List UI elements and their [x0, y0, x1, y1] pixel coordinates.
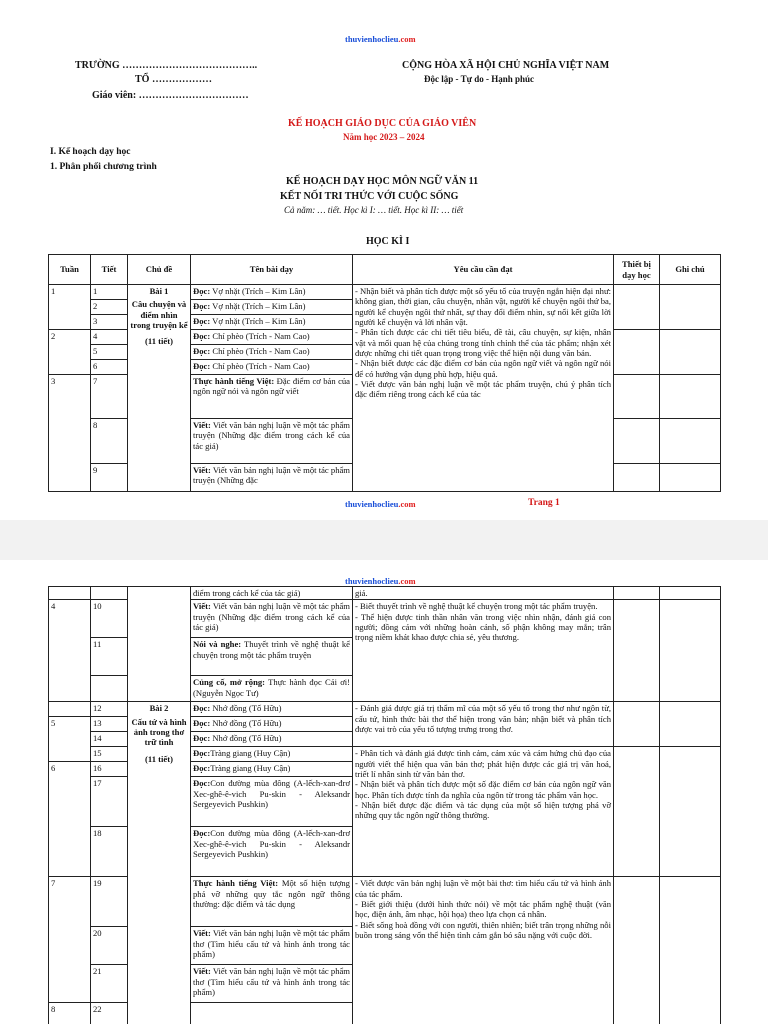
- col-header-ten-bai: Tên bài dạy: [191, 255, 353, 285]
- period-cell: 20: [91, 927, 128, 965]
- lesson-title-cell: Viết: Viết văn bản nghị luận về một tác phẩm truyện (Những đặc điểm trong cách kể của tác giả): [191, 419, 353, 464]
- plan-table-page-1: [48, 254, 721, 492]
- equipment-cell: [614, 375, 660, 419]
- period-cell: 17: [91, 777, 128, 827]
- plan-title: KẾ HOẠCH DẠY HỌC MÔN NGỮ VĂN 11: [286, 176, 479, 187]
- requirements-cell: - Biết thuyết trình về nghệ thuật kể chuyện trong một tác phẩm truyện. - Thể hiện được tinh thần nhân văn trong việc nhìn nhận, đánh giá con người; đồng cảm với những hoàn cảnh, số phận không may mắn; trân trọng niềm khát khao được chia sẻ, yêu thương.: [353, 600, 614, 702]
- page-gap: [0, 520, 768, 560]
- lesson-title-cell: Viết: Viết văn bản nghị luận về một tác phẩm truyện (Những đặc điểm trong cách kể của tác giả): [191, 600, 353, 638]
- lesson-hours: (11 tiết): [145, 753, 173, 764]
- lesson-title-cell: Đọc:Con đường mùa đông (A-lếch-xan-đrơ Xec-ghê-ê-vich Pu-skin - Aleksandr Sergeyevich Pushkin): [191, 827, 353, 877]
- week-cell: 1: [49, 285, 91, 330]
- period-cell: 13: [91, 717, 128, 732]
- period-cell: 5: [91, 345, 128, 360]
- lesson-title-cell: Đọc: Chí phèo (Trích - Nam Cao): [191, 360, 353, 375]
- period-cell: 11: [91, 638, 128, 676]
- period-cell: 22: [91, 1003, 128, 1024]
- lesson-hours: (11 tiết): [145, 336, 173, 347]
- table-row: [49, 702, 721, 717]
- requirements-cell: giả.: [353, 587, 614, 600]
- giao-vien-line: Giáo viên: ……………………………: [92, 90, 249, 101]
- col-header-thiet-bi: Thiết bị dạy học: [614, 255, 660, 285]
- subsection-heading: 1. Phân phối chương trình: [50, 162, 157, 172]
- col-header-ghi-chu: Ghi chú: [660, 255, 721, 285]
- plan-hours: Cả năm: … tiết. Học kì I: … tiết. Học kì II: … tiết: [284, 205, 464, 215]
- section-heading: I. Kế hoạch dạy học: [50, 147, 131, 157]
- col-header-yeu-cau: Yêu cầu cần đạt: [353, 255, 614, 285]
- col-header-tiet: Tiết: [91, 255, 128, 285]
- requirements-cell: - Phân tích và đánh giá được tình cảm, cảm xúc và cảm hứng chủ đạo của người viết thể hiện qua văn bản thơ; phát hiện được các giá trị văn hoá, triết lí nhân sinh từ văn bản thơ. - Nhận biết và phân tích được một số đặc điểm cơ bản của ngôn ngữ văn học. Phân tích được tính đa nghĩa của ngôn từ trong tác phẩm văn học. - Nhận biết được đặc điểm và tác dụng của một số hiện tượng phá vỡ những quy tắc ngôn ngữ thông thường.: [353, 747, 614, 877]
- lesson-number: Bài 1: [149, 286, 169, 296]
- lesson-title-cell: Đọc: Chí phèo (Trích - Nam Cao): [191, 330, 353, 345]
- lesson-title-cell: Thực hành tiếng Việt: Đặc điểm cơ bản của ngôn ngữ nói và ngôn ngữ viết: [191, 375, 353, 419]
- period-cell: 19: [91, 877, 128, 927]
- week-cell: 2: [49, 330, 91, 375]
- note-cell: [660, 464, 721, 492]
- period-cell: 21: [91, 965, 128, 1003]
- motto: Độc lập - Tự do - Hạnh phúc: [424, 74, 535, 84]
- note-cell: [660, 600, 721, 702]
- lesson-name: Câu chuyện và điểm nhìn trong truyện kể: [130, 299, 188, 330]
- table-header-row: [49, 255, 721, 285]
- period-cell: 4: [91, 330, 128, 345]
- requirements-cell: - Viết được văn bản nghị luận về một bài thơ: tìm hiểu cấu tứ và hình ảnh của tác phẩm. - Biết giới thiệu (dưới hình thức nói) về một tác phẩm nghệ thuật (văn học, điện ảnh, âm nhạc, hội họa) theo lựa chọn cá nhân. - Biết sống hoà đồng với con người, thiên nhiên; biết trân trọng những nỗi buồn trong sáng vốn thể hiện tình cảm gắn bó sâu nặng với cuộc đời.: [353, 877, 614, 1024]
- week-cell: 7: [49, 877, 91, 1003]
- period-cell: 18: [91, 827, 128, 877]
- equipment-cell: [614, 419, 660, 464]
- week-cell: 8: [49, 1003, 91, 1024]
- requirements-cell: - Đánh giá được giá trị thẩm mĩ của một số yếu tố trong thơ như ngôn từ, cấu tứ, hình thức bài thơ thể hiện trong văn bản; nhận biết và phân tích được vai trò của yếu tố tượng trưng trong thơ.: [353, 702, 614, 747]
- site-footer: thuvienhoclieu.com: [345, 499, 416, 509]
- lesson-title-cell: điểm trong cách kể của tác giả): [191, 587, 353, 600]
- period-cell: [91, 587, 128, 600]
- period-cell: 16: [91, 762, 128, 777]
- period-cell: 14: [91, 732, 128, 747]
- lesson-title-cell: Viết: Viết văn bản nghị luận về một tác phẩm truyện (Những đặc: [191, 464, 353, 492]
- truong-line: TRƯỜNG …………………………………..: [75, 60, 258, 71]
- equipment-cell: [614, 702, 660, 747]
- note-cell: [660, 877, 721, 1024]
- period-cell: 12: [91, 702, 128, 717]
- lesson-title-cell: Đọc:Con đường mùa đông (A-lếch-xan-đrơ Xec-ghê-ê-vich Pu-skin - Aleksandr Sergeyevich Pushkin): [191, 777, 353, 827]
- lesson-title-cell: Nói và nghe: Thuyết trình về nghệ thuật kể chuyện trong một tác phẩm truyện: [191, 638, 353, 676]
- lesson-title-cell: Đọc: Nhớ đồng (Tố Hữu): [191, 702, 353, 717]
- week-cell: 6: [49, 762, 91, 877]
- table-row: [49, 587, 721, 600]
- equipment-cell: [614, 285, 660, 330]
- semester-heading: HỌC KÌ I: [366, 236, 410, 247]
- document-page-2: [0, 560, 768, 1024]
- equipment-cell: [614, 877, 660, 1024]
- requirements-cell: - Nhận biết và phân tích được một số yếu tố của truyện ngắn hiện đại như: không gian, thời gian, câu chuyện, nhân vật, người kể chuyện ngôi thứ ba, người kể chuyện ngôi thứ nhất, sự thay đổi điểm nhìn, sự nối kết giữa lời người kể chuyện và lời nhân vật. - Phân tích được các chi tiết tiêu biểu, đề tài, câu chuyện, sự kiện, nhân vật và mối quan hệ của chúng trong tính chỉnh thể của tác phẩm; nhận xét được những chi tiết quan trọng trong việc thể hiện nội dung văn bản. - Nhận biết được các đặc điểm cơ bản của ngôn ngữ viết và ngôn ngữ nói để có hướng vận dụng phù hợp, hiệu quả. - Viết được văn bản nghị luận về một tác phẩm truyện, chú ý phân tích đặc điểm riêng trong cách kể của tác: [353, 285, 614, 492]
- note-cell: [660, 702, 721, 747]
- note-cell: [660, 330, 721, 375]
- note-cell: [660, 747, 721, 877]
- plan-table-page-2: [48, 586, 721, 1024]
- col-header-chu-de: Chủ đề: [128, 255, 191, 285]
- lesson-title-cell: Đọc: Chí phèo (Trích - Nam Cao): [191, 345, 353, 360]
- lesson-title-cell: Thực hành tiếng Việt: Một số hiện tượng phá vỡ những quy tắc ngôn ngữ thông thường: đặc điểm và tác dụng: [191, 877, 353, 927]
- week-cell: 4: [49, 600, 91, 702]
- topic-cell: [191, 1003, 353, 1024]
- document-title: KẾ HOẠCH GIÁO DỤC CỦA GIÁO VIÊN: [288, 118, 477, 129]
- nation-title: CỘNG HÒA XÃ HỘI CHỦ NGHĨA VIỆT NAM: [402, 60, 610, 71]
- equipment-cell: [614, 600, 660, 702]
- lesson-title-cell: Đọc: Vợ nhặt (Trích – Kim Lân): [191, 285, 353, 300]
- period-cell: [91, 676, 128, 702]
- lesson-title-cell: Đọc: Vợ nhặt (Trích – Kim Lân): [191, 315, 353, 330]
- period-cell: 3: [91, 315, 128, 330]
- lesson-title-cell: Củng cố, mở rộng: Thực hành đọc Cải ơi! (Nguyễn Ngọc Tư): [191, 676, 353, 702]
- equipment-cell: [614, 587, 660, 600]
- topic-cell: [128, 587, 191, 702]
- period-cell: 6: [91, 360, 128, 375]
- equipment-cell: [614, 464, 660, 492]
- note-cell: [660, 587, 721, 600]
- period-cell: 8: [91, 419, 128, 464]
- lesson-title-cell: Đọc:Tràng giang (Huy Cận): [191, 747, 353, 762]
- period-cell: 10: [91, 600, 128, 638]
- page-number: Trang 1: [528, 498, 560, 508]
- week-cell: 5: [49, 717, 91, 762]
- week-cell: 3: [49, 375, 91, 492]
- lesson-number: Bài 2: [149, 703, 169, 714]
- lesson-title-cell: Viết: Viết văn bản nghị luận về một tác phẩm thơ (Tìm hiểu cấu tứ và hình ảnh trong tác phẩm): [191, 965, 353, 1003]
- site-header: thuvienhoclieu.com: [345, 34, 416, 44]
- note-cell: [660, 419, 721, 464]
- lesson-title-cell: Đọc: Vợ nhặt (Trích – Kim Lân): [191, 300, 353, 315]
- school-year: Năm học 2023 – 2024: [343, 132, 425, 142]
- week-cell: [49, 702, 91, 717]
- period-cell: 9: [91, 464, 128, 492]
- note-cell: [660, 375, 721, 419]
- lesson-title-cell: Đọc:Tràng giang (Huy Cận): [191, 762, 353, 777]
- equipment-cell: [614, 747, 660, 877]
- lesson-title-cell: Đọc: Nhớ đồng (Tố Hữu): [191, 732, 353, 747]
- period-cell: 7: [91, 375, 128, 419]
- lesson-name: Cấu tứ và hình ảnh trong thơ trữ tình: [131, 716, 187, 748]
- lesson-title-cell: Đọc: Nhớ đồng (Tố Hữu): [191, 717, 353, 732]
- period-cell: 2: [91, 300, 128, 315]
- plan-subtitle: KẾT NỐI TRI THỨC VỚI CUỘC SỐNG: [280, 191, 459, 202]
- to-line: TỔ ………………: [135, 74, 212, 85]
- lesson-title-cell: Viết: Viết văn bản nghị luận về một tác phẩm thơ (Tìm hiểu cấu tứ và hình ảnh trong tác phẩm): [191, 927, 353, 965]
- col-header-tuan: Tuần: [49, 255, 91, 285]
- note-cell: [660, 285, 721, 330]
- period-cell: 1: [91, 285, 128, 300]
- table-row: [49, 285, 721, 300]
- period-cell: 15: [91, 747, 128, 762]
- site-header: thuvienhoclieu.com: [345, 576, 416, 586]
- week-cell: [49, 587, 91, 600]
- topic-cell: [128, 702, 191, 1024]
- topic-cell: [128, 285, 191, 492]
- equipment-cell: [614, 330, 660, 375]
